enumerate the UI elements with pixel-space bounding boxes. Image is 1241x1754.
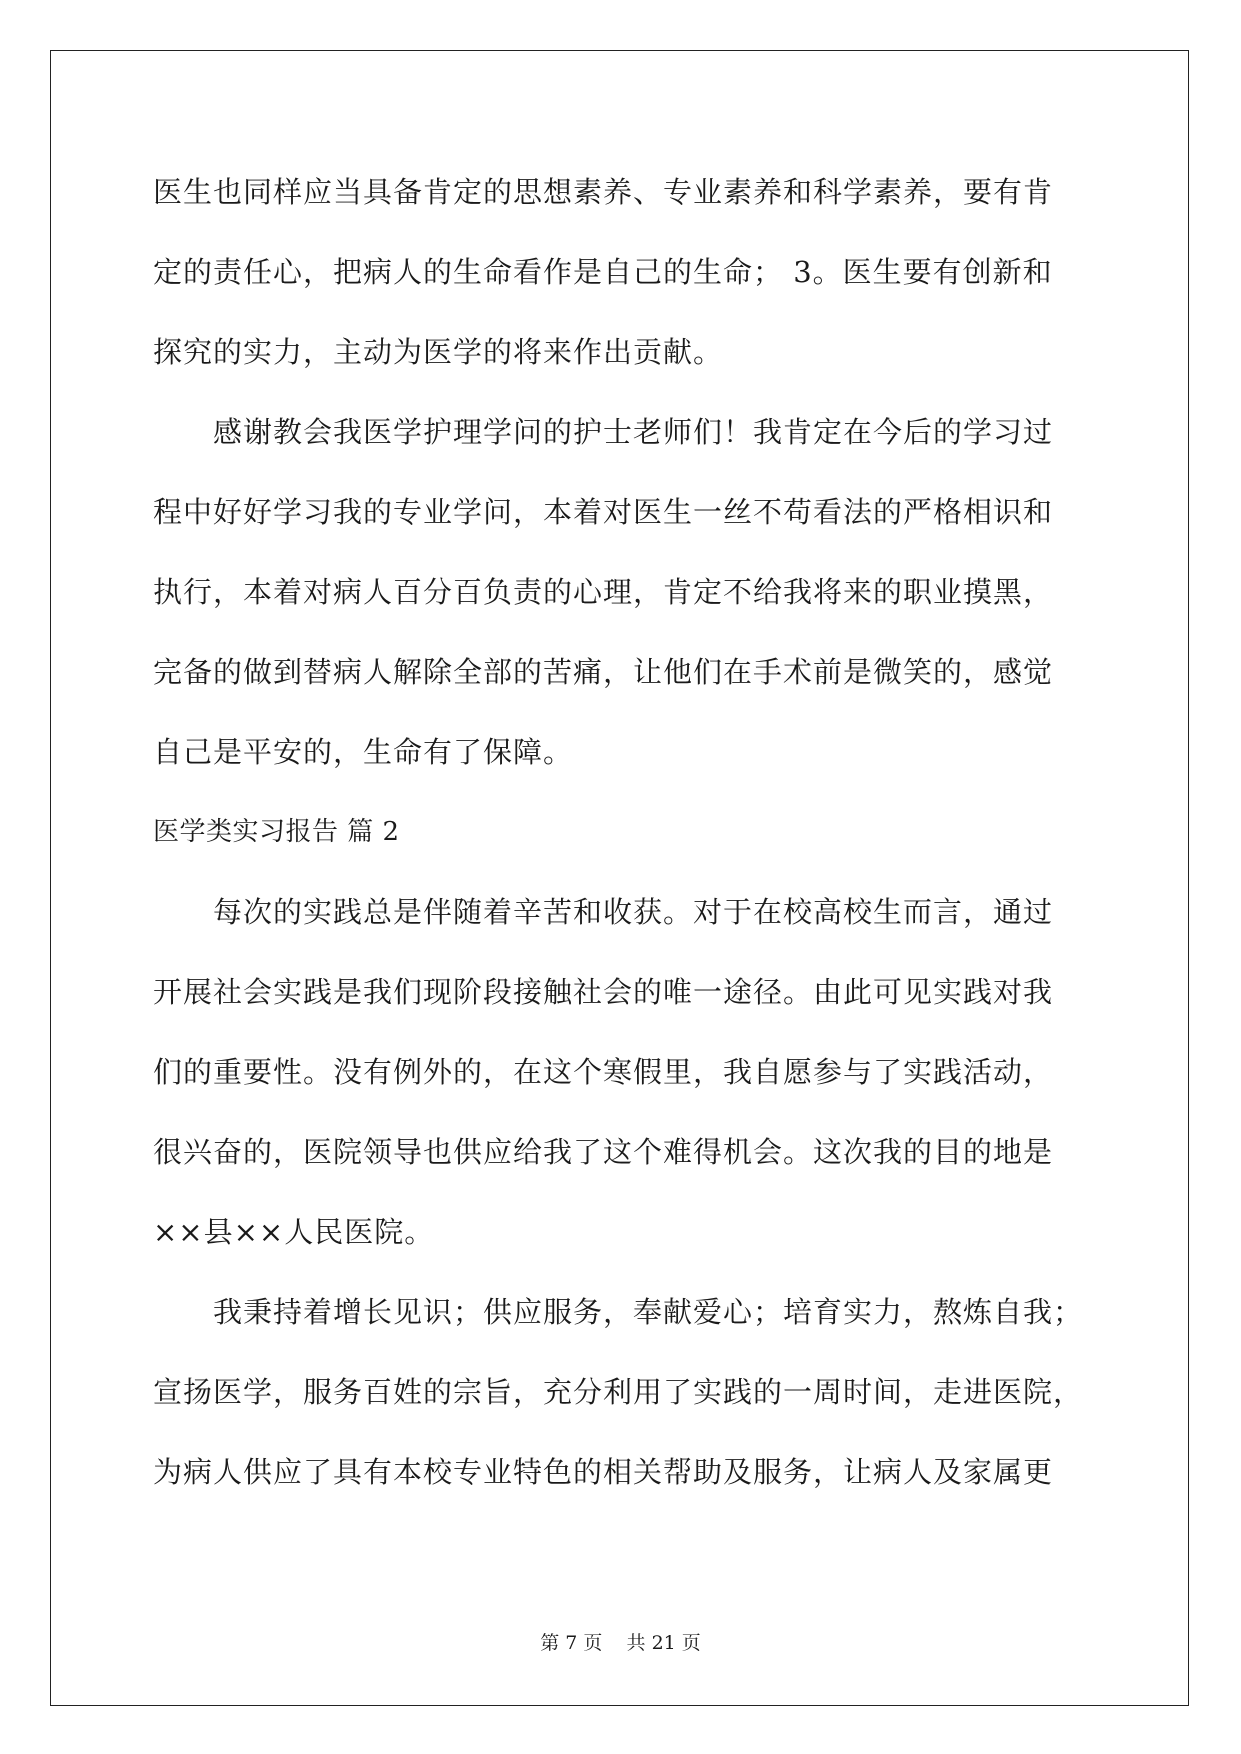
paragraph-line: 为病人供应了具有本校专业特色的相关帮助及服务，让病人及家属更 (153, 1455, 1054, 1489)
paragraph-line: 探究的实力，主动为医学的将来作出贡献。 (153, 335, 724, 369)
section-heading: 医学类实习报告 篇 2 (153, 817, 400, 847)
paragraph-line: 们的重要性。没有例外的，在这个寒假里，我自愿参与了实践活动， (153, 1055, 1054, 1089)
paragraph-line: 自己是平安的，生命有了保障。 (153, 735, 574, 769)
paragraph-line: 宣扬医学，服务百姓的宗旨，充分利用了实践的一周时间，走进医院， (153, 1375, 1084, 1409)
paragraph-line: 很兴奋的，医院领导也供应给我了这个难得机会。这次我的目的地是 (153, 1135, 1054, 1169)
paragraph-line: 开展社会实践是我们现阶段接触社会的唯一途径。由此可见实践对我 (153, 975, 1054, 1009)
paragraph-line: 定的责任心，把病人的生命看作是自己的生命； 3。医生要有创新和 (153, 255, 1053, 289)
paragraph-line: 每次的实践总是伴随着辛苦和收获。对于在校高校生而言，通过 (213, 895, 1054, 929)
paragraph-line: 完备的做到替病人解除全部的苦痛，让他们在手术前是微笑的，感觉 (153, 655, 1054, 689)
paragraph-line: 执行，本着对病人百分百负责的心理，肯定不给我将来的职业摸黑， (153, 575, 1054, 609)
paragraph-line: 感谢教会我医学护理学问的护士老师们！我肯定在今后的学习过 (213, 415, 1054, 449)
paragraph-line: 程中好好学习我的专业学问，本着对医生一丝不苟看法的严格相识和 (153, 495, 1054, 529)
page-number-footer: 第 7 页 共 21 页 (540, 1632, 701, 1654)
paragraph-line: 医生也同样应当具备肯定的思想素养、专业素养和科学素养，要有肯 (153, 175, 1054, 209)
paragraph-line: 我秉持着增长见识；供应服务，奉献爱心；培育实力，熬炼自我； (213, 1295, 1084, 1329)
paragraph-line: ××县××人民医院。 (153, 1215, 435, 1249)
